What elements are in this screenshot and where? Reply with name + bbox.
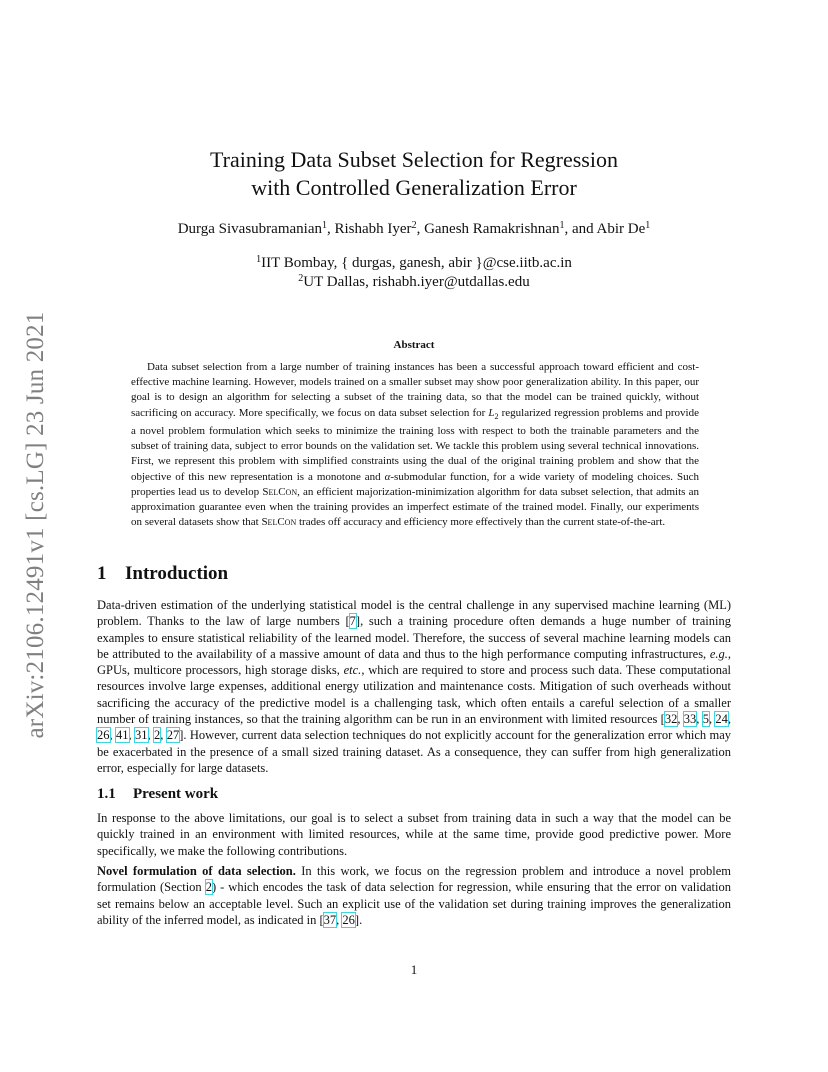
citation-link[interactable]: 37 <box>323 912 337 927</box>
selcon-name: SelCon <box>261 516 297 529</box>
citation-link[interactable]: 26 <box>97 728 110 743</box>
paper-title <box>100 146 728 202</box>
author-affiliation-mark: 1 <box>559 220 565 231</box>
abstract-text: -submodular function, for a wide variety of modeling choices. Such properties lead us to develop <box>131 470 699 498</box>
section-reference-link[interactable]: 2 <box>205 880 212 895</box>
body-text: ]. However, current data selection techniques do not explicitly account for the generalization error which may be exacerbated in the presence of a small sized training dataset. As a consequence, they can suffer from high generalization error, especially for large datasets. <box>97 728 732 775</box>
title-line-1: Training Data Subset Selection for Regression <box>210 147 618 172</box>
citation-link[interactable]: 33 <box>683 712 697 727</box>
affiliation-text: UT Dallas, rishabh.iyer@utdallas.edu <box>303 274 530 290</box>
body-italic: e.g. <box>709 646 728 661</box>
body-text: ) - which encodes the task of data selection for regression, while ensuring that the error on validation set remains below an acceptable level. Such an explicit use of the validation set during training improves the generalization ability of the inferred model, as indicated in [ <box>97 880 731 927</box>
present-work-paragraph: In response to the above limitations, our goal is to select a subset from training data in such a way that the model can be quickly trained in an environment with limited resources, while at the same time, provide good predictive power. More specifically, we make the following contributions. <box>97 811 731 858</box>
abstract-body <box>131 360 699 530</box>
body-italic: etc. <box>343 663 362 678</box>
cite-bracket: ] <box>355 614 361 629</box>
author-list <box>100 221 728 238</box>
affiliation-line <box>100 254 728 273</box>
affiliation-mark: 2 <box>298 273 304 284</box>
citation-link[interactable]: 7 <box>349 614 356 629</box>
citation-link[interactable]: 32 <box>664 712 678 727</box>
contribution-lead: Novel formulation of data selection. <box>97 864 296 878</box>
alpha-math: α <box>384 470 391 483</box>
affiliation-mark: 1 <box>256 254 262 265</box>
arxiv-identifier-stamp <box>18 293 54 757</box>
contribution-body <box>97 863 731 928</box>
body-text: ]. <box>354 912 363 927</box>
present-work-body <box>97 810 731 859</box>
author-separator: , and <box>564 221 597 237</box>
abstract-heading: Abstract <box>393 339 435 351</box>
abstract-text: trades off accuracy and efficiency more effectively than the current state-of-the-art. <box>296 516 666 529</box>
citation-link[interactable]: 27 <box>166 728 180 743</box>
author-affiliation-mark: 2 <box>411 220 417 231</box>
author-affiliation-mark: 1 <box>321 220 327 231</box>
affiliation-line <box>100 273 728 292</box>
author-name: Ganesh Ramakrishnan <box>424 221 560 237</box>
introduction-paragraph: Data-driven estimation of the underlying statistical model is the central challenge in any supervised machine learning (ML) problem. Thanks to the law of large numbers [7], such a training procedure often demands a huge number of training examples to ensure statistical reliability of the learned model. Therefore, the success of several machine learning models can be attributed to the availability of a massive amount of data and thus to the high performance computing infrastructures, e.g., GPUs, multicore processors, high storage disks, etc., which are required to store and process such data. These computational resources involve large expenses, additional energy utilization and maintenance costs. Mitigation of such overheads without sacrificing the accuracy of the predictive model is a challenging task, which often entails a careful selection of a smaller number of training instances, so that the training algorithm can be run in an environment with limited resources [32, 33, 5, 24, 26, 41, 31, 2, 27]. However, current data selection techniques do not explicitly account for the generalization error which may be exacerbated in the presence of a small sized training dataset. As a consequence, they can suffer from high generalization error, especially for large datasets. <box>97 598 732 775</box>
page-number: 1 <box>410 962 418 977</box>
citation-link[interactable]: 5 <box>702 712 709 727</box>
author-name: Rishabh Iyer <box>334 221 412 237</box>
abstract-text: Data subset selection from a large number of training instances has been a successful approach toward efficient and cost-effective machine learning. However, models trained on a smaller subset may show poor generalization ability. In this paper, our goal is to design an algorithm for selecting a subset of the training data, so that the model can be trained quickly, without sacrificing on accuracy. More specifically, we focus on data subset selection for <box>131 361 699 419</box>
l2-base: L <box>488 406 495 419</box>
author-separator: , <box>416 221 425 237</box>
cite-bracket: [ <box>345 614 350 629</box>
arxiv-identifier-text: arXiv:2106.12491v1 [cs.LG] 23 Jun 2021 <box>22 311 49 739</box>
contribution-paragraph: Novel formulation of data selection. In this work, we focus on the regression problem and introduce a novel problem formulation (Section 2) - which encodes the task of data selection for regression, while ensuring that the error on validation set remains below an acceptable level. Such an explicit use of the validation set during training improves the generalization ability of the inferred model, as indicated in [37, 26]. <box>97 864 732 927</box>
affiliations <box>100 254 728 292</box>
abstract-text: regularized regression problems and provide a novel problem formulation which seeks to minimize the training loss with respect to both the trainable parameters and the subset of training data, subject to error bounds on the validation set. We tackle this problem using several technical innovations. First, we represent this problem with simplified constraints using the dual of the original training problem and show that the objective of this new representation is a monotone and <box>131 406 699 483</box>
affiliation-text: IIT Bombay, { durgas, ganesh, abir }@cse.iitb.ac.in <box>261 255 572 271</box>
citation-link[interactable]: 31 <box>135 728 148 743</box>
title-line-2: with Controlled Generalization Error <box>251 175 577 200</box>
subsection-number: 1.1 <box>97 786 116 802</box>
l2-subscript: 2 <box>494 411 499 421</box>
selcon-name: SelCon <box>262 485 298 498</box>
section-number: 1 <box>97 563 107 584</box>
introduction-body <box>97 597 731 776</box>
body-text: , which are required to store and process such data. These computational resources involve large expenses, additional energy utilization and maintenance costs. Mitigation of such overheads without sacrificing the accuracy of the predictive model is a challenging task, which often entails a careful selection of a smaller number of training instances, so that the training algorithm can be run in an environment with limited resources [ <box>97 663 731 727</box>
section-title: Introduction <box>125 563 229 584</box>
section-heading-introduction <box>97 563 228 585</box>
author-name: Durga Sivasubramanian <box>177 221 322 237</box>
citation-link[interactable]: 26 <box>342 912 355 927</box>
body-text: , GPUs, multicore processors, high storage disks, <box>97 646 731 678</box>
citation-link[interactable]: 41 <box>116 728 129 743</box>
body-text: In this work, we focus on the regression problem and introduce a novel problem formulation (Section <box>97 864 732 895</box>
author-name: Abir De <box>596 221 646 237</box>
author-affiliation-mark: 1 <box>645 220 651 231</box>
body-text: , such a training procedure often demands a huge number of training examples to ensure statistical reliability of the learned model. Therefore, the success of several machine learning models can be attributed to the availability of a massive amount of data and thus to the high performance computing infrastructures, <box>97 614 731 661</box>
subsection-title: Present work <box>133 786 219 802</box>
abstract-text: , an efficient majorization-minimization algorithm for data subset selection, that admits an approximation guarantee even when the training provides an imperfect estimate of the trained model. Finally, our experiments on several datasets show that <box>131 485 699 529</box>
subsection-heading-present-work <box>97 786 218 803</box>
abstract-paragraph <box>131 360 699 530</box>
citation-link[interactable]: 2 <box>154 728 161 743</box>
author-separator: , <box>326 221 335 237</box>
body-text: Data-driven estimation of the underlying statistical model is the central challenge in any supervised machine learning (ML) problem. Thanks to the law of large numbers <box>97 598 731 629</box>
citation-link[interactable]: 24 <box>715 712 728 727</box>
